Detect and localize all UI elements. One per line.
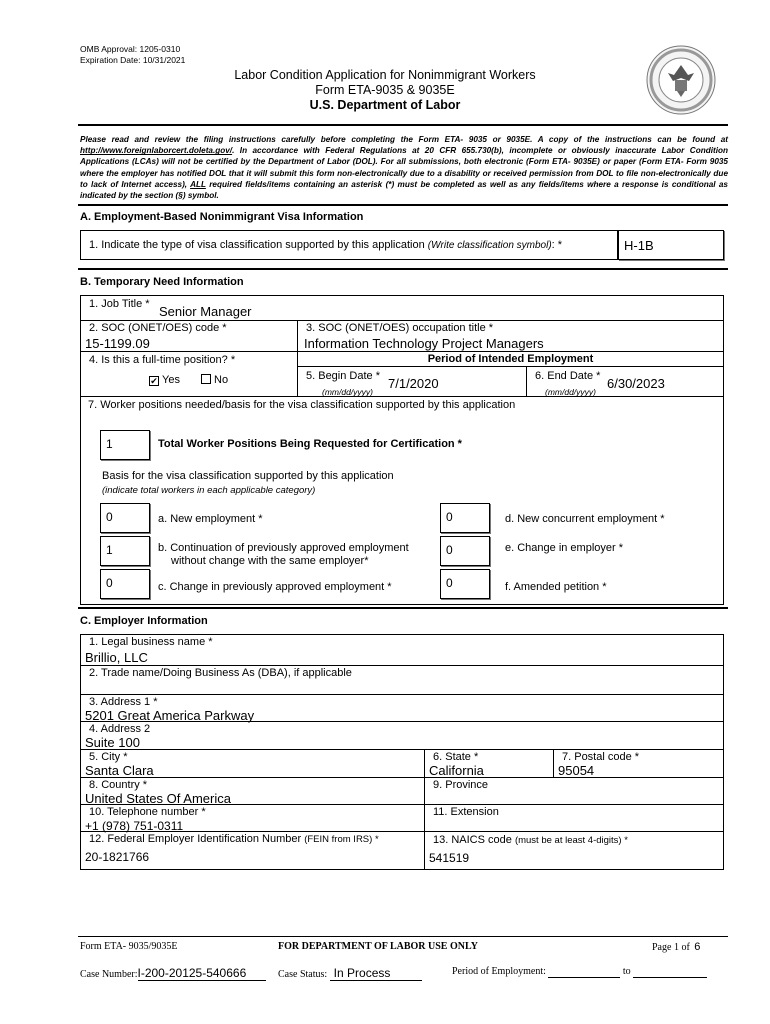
dba-field[interactable] <box>80 665 724 695</box>
amended-petition-label: f. Amended petition * <box>505 581 607 593</box>
fulltime-yes-option[interactable] <box>149 374 180 386</box>
footer-form-name: Form ETA- 9035/9035E <box>80 941 178 952</box>
naics-label-wrap <box>433 834 628 846</box>
state-field[interactable] <box>424 749 554 778</box>
period-of-employment <box>452 966 707 978</box>
period-start-input[interactable] <box>548 966 620 978</box>
end-date-field[interactable] <box>526 366 724 397</box>
postal-code-value: 95054 <box>558 763 595 778</box>
period-heading: Period of Intended Employment <box>297 351 724 367</box>
instructions-part2: . In accordance with Federal Regulations at 20 CFR 655.730(b), incomplete or obviously inaccurate Labor Condition Applications (LCAs) will not be certified by the Department of Labor (DOL). For all submissions, both electronic (Form ETA- 9035E) or paper (Form ETA- Form 9035 where the employer has notified DOL that it will submit this form non-electronically due to a disability or received permission from DOL to file non-electronically due to lack of Internet access), <box>80 146 728 189</box>
period-end-input[interactable] <box>633 966 707 978</box>
address2-label: 4. Address 2 <box>89 723 151 735</box>
instructions-link[interactable]: http://www.foreignlaborcert.doleta.gov/ <box>80 146 233 156</box>
change-employer-label: e. Change in employer * <box>505 542 624 554</box>
footer-page-label: Page 1 of <box>652 942 690 953</box>
new-employment-input[interactable]: 0 <box>100 503 150 533</box>
case-number <box>80 966 266 981</box>
section-c-heading: C. Employer Information <box>80 615 208 627</box>
form-title-line3: U.S. Department of Labor <box>309 98 461 112</box>
naics-field[interactable] <box>424 831 724 870</box>
footer-divider <box>78 936 728 937</box>
naics-value: 541519 <box>429 851 470 865</box>
form-title-line1: Labor Condition Application for Nonimmigrant Workers <box>234 68 536 82</box>
visa-type-hint: (Write classification symbol) <box>427 240 552 251</box>
continuation-input[interactable]: 1 <box>100 536 150 566</box>
end-date-value: 6/30/2023 <box>607 376 665 391</box>
period-label: Period of Employment: <box>452 966 546 977</box>
footer-page <box>652 941 700 953</box>
period-to-label: to <box>622 966 631 977</box>
change-previous-input[interactable]: 0 <box>100 569 150 599</box>
footer-dol-use: FOR DEPARTMENT OF LABOR USE ONLY <box>278 941 478 952</box>
worker-positions-label: 7. Worker positions needed/basis for the visa classification supported by this application <box>88 399 516 411</box>
country-label: 8. Country * <box>89 779 148 791</box>
new-concurrent-label: d. New concurrent employment * <box>505 513 665 525</box>
address2-value: Suite 100 <box>85 735 140 750</box>
address1-value: 5201 Great America Parkway <box>85 708 255 723</box>
naics-label: 13. NAICS code <box>433 834 515 846</box>
basis-hint: (indicate total workers in each applicable category) <box>102 485 316 496</box>
postal-code-field[interactable] <box>553 749 724 778</box>
new-employment-label: a. New employment * <box>158 513 263 525</box>
continuation-label-line2: without change with the same employer* <box>171 555 369 567</box>
state-value: California <box>429 763 484 778</box>
begin-date-value: 7/1/2020 <box>388 376 439 391</box>
country-field[interactable] <box>80 777 425 805</box>
fein-hint: (FEIN from IRS) * <box>304 834 379 845</box>
naics-hint: (must be at least 4-digits) * <box>514 835 628 846</box>
phone-label: 10. Telephone number * <box>89 806 206 818</box>
new-concurrent-input[interactable]: 0 <box>440 503 490 533</box>
soc-code-label: 2. SOC (ONET/OES) code * <box>89 322 227 334</box>
case-number-value[interactable]: I-200-20125-540666 <box>138 966 266 981</box>
visa-type-input[interactable]: H-1B <box>618 230 724 260</box>
address2-field[interactable] <box>80 721 724 750</box>
address1-field[interactable] <box>80 694 724 722</box>
case-number-label: Case Number: <box>80 969 138 980</box>
fulltime-label: 4. Is this a full-time position? * <box>89 354 236 366</box>
case-status-label: Case Status: <box>278 969 328 980</box>
section-a-divider <box>78 268 728 270</box>
soc-code-value: 15-1199.09 <box>85 336 150 351</box>
state-label: 6. State * <box>433 751 479 763</box>
extension-field[interactable] <box>424 804 724 832</box>
section-b-heading: B. Temporary Need Information <box>80 276 244 288</box>
total-positions-input[interactable]: 1 <box>100 430 150 460</box>
no-label: No <box>214 374 229 386</box>
begin-date-field[interactable] <box>297 366 527 397</box>
section-a-heading: A. Employment-Based Nonimmigrant Visa Information <box>80 211 364 223</box>
fein-label: 12. Federal Employer Identification Number <box>89 833 305 845</box>
intro-divider <box>78 204 728 206</box>
fulltime-no-option[interactable] <box>201 374 228 386</box>
footer-page-total: 6 <box>694 941 701 953</box>
legal-name-value: Brillio, LLC <box>85 650 148 665</box>
city-label: 5. City * <box>89 751 128 763</box>
total-positions-label: Total Worker Positions Being Requested for Certification * <box>158 438 462 450</box>
address1-label: 3. Address 1 * <box>89 696 158 708</box>
omb-approval: OMB Approval: 1205-0310 <box>80 44 181 54</box>
visa-type-star: : * <box>551 239 563 251</box>
end-date-label: 6. End Date * <box>535 370 601 382</box>
phone-value: +1 (978) 751-0311 <box>85 819 184 833</box>
city-value: Santa Clara <box>85 763 154 778</box>
amended-petition-input[interactable]: 0 <box>440 569 490 599</box>
begin-date-hint: (mm/dd/yyyy) <box>322 387 373 397</box>
fein-label-wrap <box>89 833 379 845</box>
legal-name-label: 1. Legal business name * <box>89 636 213 648</box>
instructions-part1: Please read and review the filing instructions carefully before completing the Form ETA- 9035 or 9035E. A copy of the instructions can be found at <box>80 135 728 144</box>
fulltime-field <box>80 351 298 397</box>
visa-type-label: 1. Indicate the type of visa classification supported by this application <box>89 239 428 251</box>
expiration-date: Expiration Date: 10/31/2021 <box>80 55 186 65</box>
fein-field[interactable] <box>80 831 425 870</box>
postal-code-label: 7. Postal code * <box>562 751 640 763</box>
case-status <box>278 966 422 981</box>
no-checkbox[interactable] <box>201 374 211 384</box>
begin-date-label: 5. Begin Date * <box>306 370 380 382</box>
job-title-value: Senior Manager <box>159 304 252 319</box>
yes-checkbox[interactable]: ✔ <box>150 376 158 386</box>
form-title-line2: Form ETA-9035 & 9035E <box>315 83 455 97</box>
extension-label: 11. Extension <box>433 806 499 818</box>
province-field[interactable] <box>424 777 724 805</box>
job-title-field[interactable] <box>80 295 724 321</box>
province-label: 9. Province <box>433 779 489 791</box>
visa-type-question <box>80 230 618 260</box>
continuation-label-line1: b. Continuation of previously approved employment <box>158 542 409 554</box>
change-previous-label: c. Change in previously approved employment * <box>158 581 392 593</box>
phone-field[interactable] <box>80 804 425 832</box>
city-field[interactable] <box>80 749 425 778</box>
soc-title-label: 3. SOC (ONET/OES) occupation title * <box>306 322 494 334</box>
dba-label: 2. Trade name/Doing Business As (DBA), if applicable <box>89 667 352 679</box>
end-date-hint: (mm/dd/yyyy) <box>545 387 596 397</box>
job-title-label: 1. Job Title * <box>89 298 150 310</box>
soc-title-value: Information Technology Project Managers <box>304 336 544 351</box>
continuation-label <box>158 542 409 568</box>
header-divider <box>78 124 728 126</box>
fein-value: 20-1821766 <box>85 850 150 864</box>
instructions-part3: required fields/items containing an asterisk (*) must be completed as well as any fields/items where a response is conditional as indicated by the section (§) symbol. <box>80 179 728 201</box>
soc-title-field[interactable] <box>297 320 724 352</box>
change-employer-input[interactable]: 0 <box>440 536 490 566</box>
country-value: United States Of America <box>85 791 231 806</box>
soc-code-field[interactable] <box>80 320 298 352</box>
case-status-value[interactable]: In Process <box>330 966 422 981</box>
yes-label: Yes <box>162 374 180 386</box>
instructions-all: ALL <box>190 179 206 189</box>
section-b-divider <box>78 607 728 609</box>
omb-info <box>80 44 185 66</box>
legal-name-field[interactable] <box>80 634 724 666</box>
basis-label: Basis for the visa classification supported by this application <box>102 470 394 482</box>
instructions-text <box>80 134 728 201</box>
